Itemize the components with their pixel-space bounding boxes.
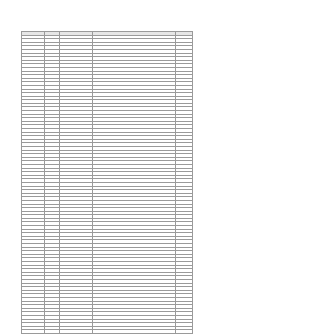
- table-row: [22, 330, 193, 334]
- table-cell: [60, 330, 93, 334]
- table-cell: [176, 330, 193, 334]
- table-cell: [22, 330, 45, 334]
- spreadsheet-table-container: [21, 31, 192, 334]
- table-cell: [93, 330, 176, 334]
- table-cell: [45, 330, 60, 334]
- table-body: [22, 35, 193, 333]
- spreadsheet-table: [21, 31, 193, 334]
